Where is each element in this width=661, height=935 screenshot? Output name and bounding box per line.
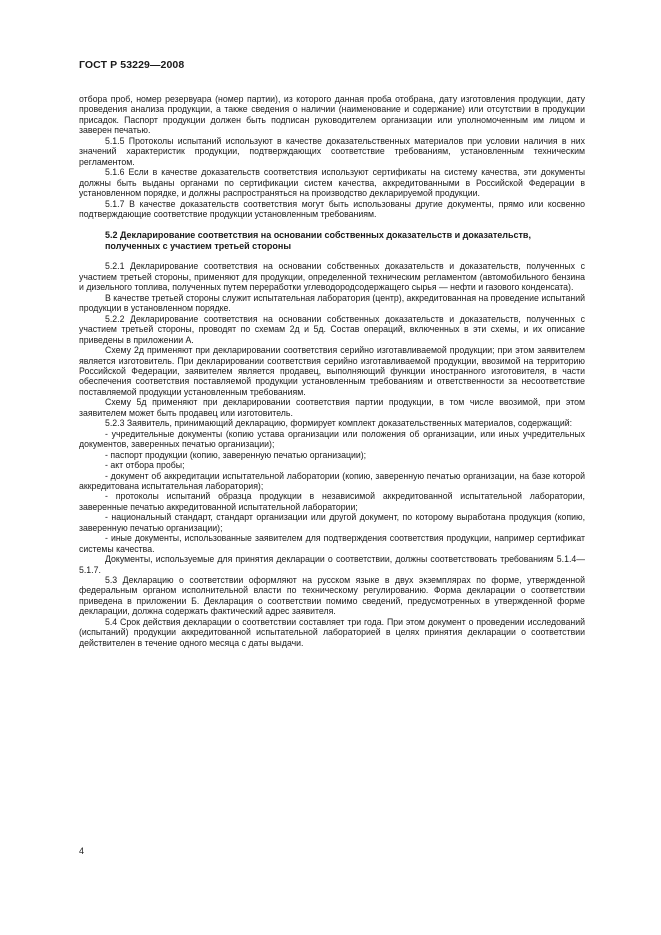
paragraph: 5.2.1 Декларирование соответствия на основании собственных доказательств и доказательств, полученных с участием третьей стороны, применяют для продукции, определенной техническим регламентом (автомобильного бензина и дизельного топлива, полученных путем переработки углеводородсодержащего сырья — нефти и газового конденсата). [79, 261, 585, 293]
page-number: 4 [79, 846, 85, 856]
paragraph: - национальный стандарт, стандарт организации или другой документ, по которому выработана продукция (копию, заверенную печатью организации); [79, 512, 585, 533]
paragraph: 5.3 Декларацию о соответствии оформляют на русском языке в двух экземплярах по форме, утвержденной федеральным органом исполнительной власти по техническому регулированию. Форма декларации о соответствии приведена в приложении Б. Декларация о соответствии помимо сведений, предусмотренных в утвержденной форме декларации, должна содержать фактический адрес заявителя. [79, 575, 585, 617]
paragraph: - иные документы, использованные заявителем для подтверждения соответствия продукции, например сертификат системы качества. [79, 533, 585, 554]
paragraph: Схему 5д применяют при декларировании соответствия партии продукции, в том числе ввозимой, при этом заявителем может быть продавец или изготовитель. [79, 397, 585, 418]
paragraph: 5.1.6 Если в качестве доказательств соответствия используют сертификаты на систему качества, эти документы должны быть выданы органами по сертификации систем качества, аккредитованными в Российской Федерации в установленном порядке, и должны распространяться на производство декларируемой продукции. [79, 167, 585, 199]
paragraph: - паспорт продукции (копию, заверенную печатью организации); [105, 449, 367, 460]
paragraph: 5.2.3 Заявитель, принимающий декларацию, формирует комплект доказательственных материалов, содержащий: [105, 418, 573, 429]
paragraph: 5.4 Срок действия декларации о соответствии составляет три года. При этом документ о проведении исследований (испытаний) продукции аккредитованной испытательной лабораторией в целях принятия декларации о соответствии действителен в течение одного месяца с даты выдачи. [79, 616, 585, 648]
paragraph: Документы, используемые для принятия декларации о соответствии, должны соответствовать требованиям 5.1.4—5.1.7. [79, 554, 585, 575]
paragraph: - учредительные документы (копию устава организации или положения об организации, или иных учредительных документов, заверенных печатью организации); [79, 428, 585, 450]
paragraph: Схему 2д применяют при декларировании соответствия серийно изготавливаемой продукции; при этом заявителем является изготовитель. При декларировании соответствия серийно изготавливаемой продукции, ввозимой на территорию Российской Федерации, заявителем является продавец, выполняющий функции иностранного изготовителя, в части обеспечения соответствия поставляемой продукции установленным требованиям и ответственности за несоответствие поставляемой продукции установленным требованиям. [79, 345, 585, 397]
document-body [79, 94, 585, 648]
paragraph: - документ об аккредитации испытательной лаборатории (копию, заверенную печатью организации, на базе которой аккредитована испытательная лаборатория); [79, 470, 585, 491]
paragraph: 5.1.7 В качестве доказательств соответствия могут быть использованы другие документы, прямо или косвенно подтверждающие соответствие продукции установленным требованиям. [79, 198, 585, 219]
paragraph: В качестве третьей стороны служит испытательная лаборатория (центр), аккредитованная на проведение испытаний продукции в установленном порядке. [79, 292, 585, 314]
document-header: ГОСТ Р 53229—2008 [79, 59, 185, 71]
paragraph: 5.2.2 Декларирование соответствия на основании собственных доказательств и доказательств, полученных с участием третьей стороны, проводят по схемам 2д и 5д. Состав операций, включенных в эти схемы, и их описание приведены в приложении А. [79, 313, 585, 345]
section-heading: 5.2 Декларирование соответствия на основании собственных доказательств и доказательств, полученных с участием третьей стороны [105, 230, 531, 252]
paragraph: отбора проб, номер резервуара (номер партии), из которого данная проба отобрана, дату изготовления продукции, дату проведения анализа продукции, а также сведения о наличии (наименование и содержание) или отсутствии в продукции присадок. Паспорт продукции должен быть подписан руководителем организации или уполномоченным им лицом и заверен печатью. [79, 94, 585, 136]
paragraph: - протоколы испытаний образца продукции в независимой аккредитованной испытательной лаборатории, заверенные печатью аккредитованной испытательной лаборатории; [79, 491, 585, 512]
paragraph: 5.1.5 Протоколы испытаний используют в качестве доказательственных материалов при условии наличия в них значений характеристик продукции, подтверждающих соответствие требованиям, установленным техническим регламентом. [79, 135, 585, 167]
paragraph: - акт отбора пробы; [105, 460, 185, 471]
